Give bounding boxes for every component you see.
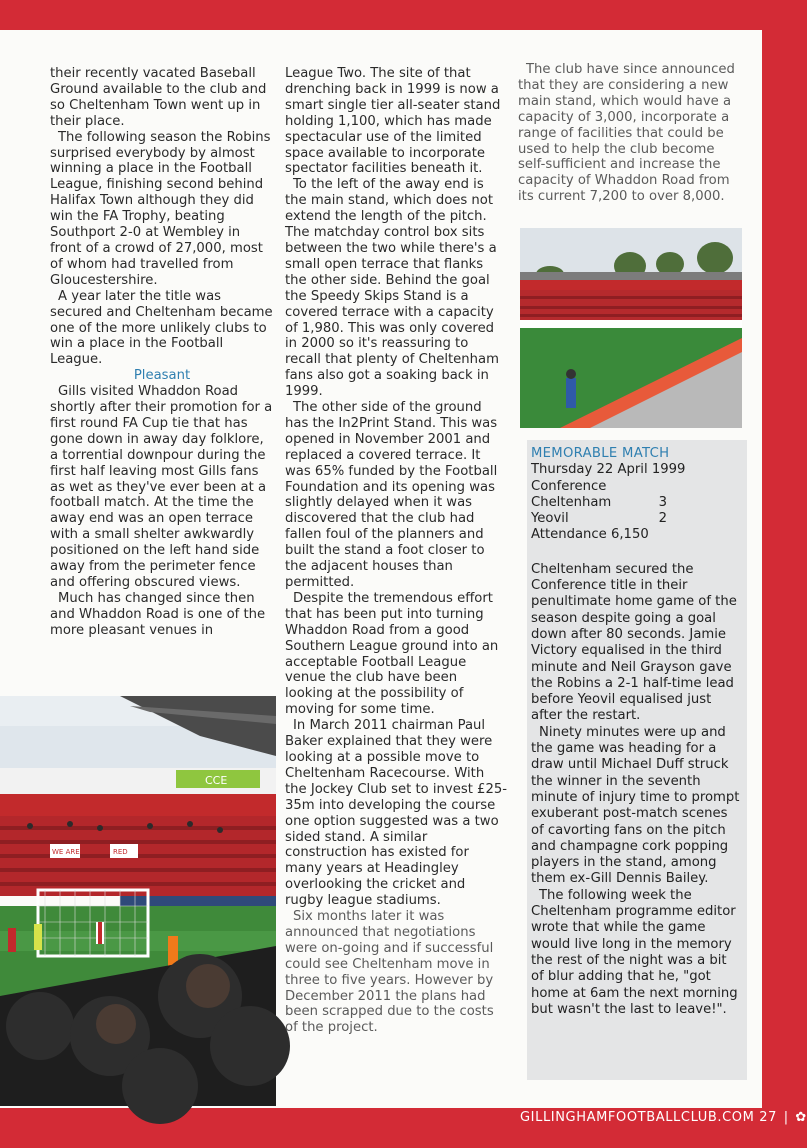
- paragraph: Much has changed since then and Whaddon Road is one of the more pleasant venues in: [50, 590, 266, 638]
- banner-text: RED: [113, 848, 128, 856]
- memorable-match-panel: [527, 440, 747, 1080]
- match-date: Thursday 22 April 1999: [531, 462, 686, 478]
- paragraph: Despite the tremendous effort that has been put into turning Whaddon Road from a good Southern League ground into an acceptable Football League venue the club have been looking at the possibility of moving for some time.: [285, 590, 499, 718]
- paragraph: their recently vacated Baseball Ground available to the club and so Cheltenham Town went up in their place.: [50, 66, 267, 129]
- banner-text: WE ARE: [52, 848, 80, 856]
- club-crest-icon: ✿: [795, 1110, 807, 1125]
- home-score: 3: [658, 494, 667, 510]
- paragraph: The following week the Cheltenham programme editor wrote that while the game would live long in the memory the rest of the night was a bit of blur adding that he, "got home at 6am the next morning but wasn't the last to leave!".: [531, 887, 738, 1017]
- paragraph: The following season the Robins surprised everybody by almost winning a place in the Football League, finishing second behind Halifax Town although they did win the FA Trophy, beating Southport 2-0 at Wembley in front of a crowd of 27,000, most of whom had travelled from Gloucestershire.: [50, 129, 271, 288]
- match-attendance: Attendance 6,150: [531, 527, 649, 543]
- paragraph: Six months later it was announced that negotiations were on-going and if successful could see Cheltenham move in three to five years. However by December 2011 the plans had been scrapped due to the costs of the project.: [285, 909, 494, 1036]
- away-team: Yeovil: [531, 511, 569, 527]
- article-column-2: [285, 66, 507, 1036]
- panel-heading: MEMORABLE MATCH: [531, 446, 670, 461]
- paragraph: The other side of the ground has the In2Print Stand. This was opened in November 2001 and replaced a covered terrace. It was 65% funded by the Football Foundation and its opening was slightly delayed when it was discovered that the club had fallen foul of the planners and built the stand a foot closer to the adjacent houses than permitted.: [285, 400, 498, 590]
- footer-website: GILLINGHAMFOOTBALLCLUB.COM: [520, 1110, 755, 1125]
- paragraph: Gills visited Whaddon Road shortly after their promotion for a first round FA Cup tie that has gone down in away day folklore, a torrential downpour during the first half leaving most Gills fans as wet as they've ever been at a football match. At the time the away end was an open terrace with a small shelter awkwardly positioned on the left hand side away from the perimeter fence and offering obscured views.: [50, 384, 273, 590]
- stadium-photo-main-stand: [520, 228, 742, 428]
- paragraph: To the left of the away end is the main stand, which does not extend the length of the pitch. The matchday control box sits between the two while there's a small open terrace that flanks the other side. Behind the goal the Speedy Skips Stand is a covered terrace with a capacity of 1,980. This was only covered in 2000 so it's reassuring to recall that plenty of Cheltenham fans also got a soaking back in 1999.: [285, 177, 499, 400]
- match-story: [531, 562, 743, 1018]
- article-column-3: [518, 62, 744, 205]
- page-footer: [520, 1110, 807, 1128]
- sponsor-sign: CCE: [205, 774, 228, 787]
- paragraph: In March 2011 chairman Paul Baker explained that they were looking at a possible move to Cheltenham Racecourse. With the Jockey Club set to invest £25-35m into developing the course one option suggested was a two sided stand. A similar construction has existed for many years at Headingley overlooking the cricket and rugby league stadiums.: [285, 718, 507, 909]
- paragraph: Ninety minutes were up and the game was heading for a draw until Michael Duff struck the winner in the seventh minute of injury time to prompt exuberant post-match scenes of cavorting fans on the pitch and champagne cork popping players in the stand, among them ex-Gill Dennis Bailey.: [531, 724, 740, 887]
- home-team: Cheltenham: [531, 494, 612, 510]
- page-number: 27: [759, 1110, 777, 1125]
- article-column-1: [50, 66, 274, 639]
- match-competition: Conference: [531, 478, 607, 494]
- score-row-away: [531, 511, 667, 527]
- paragraph: League Two. The site of that drenching back in 1999 is now a smart single tier all-seater stand holding 1,100, which has made spectacular use of the limited space available to incorporate spectator facilities beneath it.: [285, 66, 501, 177]
- away-score: 2: [658, 511, 667, 527]
- footer-separator: |: [783, 1110, 789, 1125]
- paragraph: A year later the title was secured and Cheltenham became one of the more unlikely clubs to win a place in the Football League.: [50, 288, 273, 368]
- score-row-home: [531, 495, 667, 511]
- paragraph: The club have since announced that they are considering a new main stand, which would have a capacity of 3,000, incorporate a range of facilities that could be used to help the club become self-sufficient and increase the capacity of Whaddon Road from its current 7,200 to over 8,000.: [518, 62, 735, 205]
- paragraph: Cheltenham secured the Conference title in their penultimate home game of the season despite going a goal down after 80 seconds. Jamie Victory equalised in the third minute and Neil Grayson gave the Robins a 2-1 half-time lead before Yeovil equalised just after the restart.: [531, 561, 737, 724]
- stadium-photo-terrace: [0, 696, 276, 1106]
- subheading: Pleasant: [133, 368, 191, 384]
